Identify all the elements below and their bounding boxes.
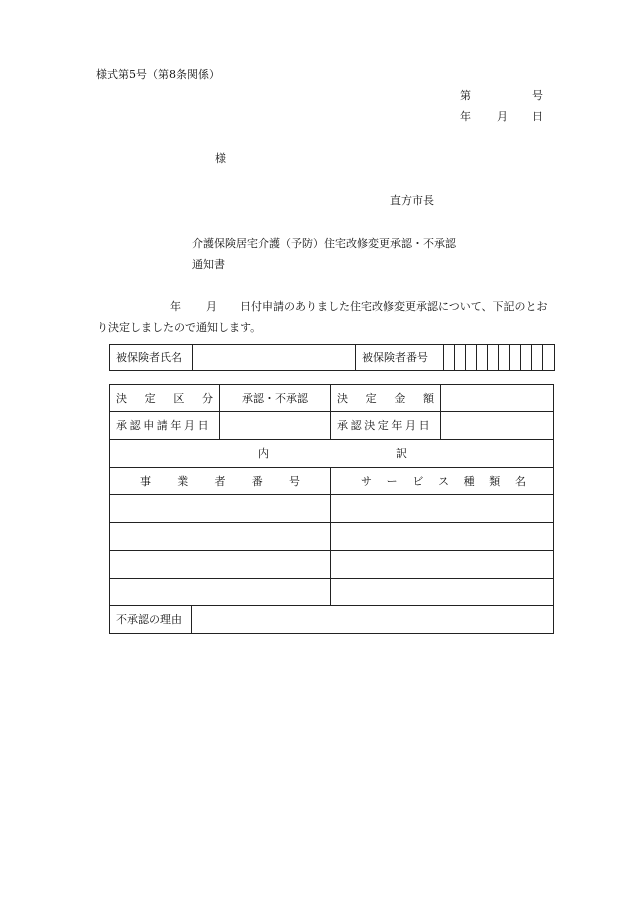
decision-category-char: 分 (201, 391, 213, 405)
breakdown-char: 内 (258, 446, 269, 460)
service-type-char: ス (437, 474, 449, 488)
business-number-char: 号 (289, 474, 300, 488)
form-id: 様式第5号（第8条関係） (96, 68, 220, 81)
insured-table (109, 344, 555, 371)
breakdown-char: 訳 (396, 446, 407, 460)
business-number-header (110, 468, 331, 495)
service-type-char: サ (361, 474, 372, 488)
insured-number-label: 被保険者番号 (356, 345, 444, 371)
service-type-field[interactable] (331, 495, 554, 523)
business-number-field[interactable] (110, 579, 331, 606)
insured-number-digit[interactable] (499, 345, 510, 371)
rejection-reason-table (109, 605, 554, 634)
insured-name-label: 被保険者氏名 (110, 345, 193, 371)
approval-decision-date-label: 承認決定年月日 (331, 412, 441, 440)
body-year: 年 (170, 300, 181, 313)
date-day: 日 (532, 110, 543, 123)
business-number-char: 業 (177, 474, 189, 488)
insured-name-field[interactable] (193, 345, 356, 371)
service-type-header (331, 468, 554, 495)
insured-number-digit[interactable] (455, 345, 466, 371)
service-type-field[interactable] (331, 579, 554, 606)
decision-amount-char: 決 (337, 391, 348, 405)
service-type-char: 種 (463, 474, 475, 488)
service-type-char: 類 (489, 474, 501, 488)
rejection-reason-label: 不承認の理由 (110, 606, 192, 634)
business-number-field[interactable] (110, 495, 331, 523)
business-number-field[interactable] (110, 523, 331, 551)
approval-request-date-field[interactable] (220, 412, 331, 440)
body-line1: 日付申請のありました住宅改修変更承認について、下記のとお (240, 300, 548, 313)
insured-number-digit[interactable] (444, 345, 455, 371)
body-line2: り決定しましたので通知します。 (97, 321, 262, 334)
decision-table (109, 384, 554, 606)
decision-amount-field[interactable] (441, 385, 554, 412)
decision-category-char: 決 (116, 391, 127, 405)
breakdown-header (110, 440, 554, 468)
business-number-field[interactable] (110, 551, 331, 579)
decision-amount-char: 額 (422, 391, 434, 405)
document-title: 介護保険居宅介護（予防）住宅改修変更承認・不承認 (192, 237, 456, 250)
service-type-field[interactable] (331, 523, 554, 551)
number-prefix: 第 (460, 89, 471, 102)
issuer: 直方市長 (390, 194, 434, 207)
decision-category-char: 区 (173, 391, 185, 405)
decision-category-label (110, 385, 220, 412)
decision-amount-char: 定 (365, 391, 377, 405)
date-year: 年 (460, 110, 471, 123)
approval-options[interactable]: 承認・不承認 (220, 385, 331, 412)
business-number-char: 番 (251, 474, 263, 488)
insured-number-digit[interactable] (510, 345, 521, 371)
service-type-field[interactable] (331, 551, 554, 579)
decision-category-char: 定 (144, 391, 156, 405)
number-suffix: 号 (532, 89, 543, 102)
decision-amount-char: 金 (394, 391, 406, 405)
business-number-char: 事 (140, 474, 151, 488)
insured-number-digit[interactable] (488, 345, 499, 371)
document-title-line2: 通知書 (192, 258, 225, 271)
insured-number-digit[interactable] (466, 345, 477, 371)
approval-decision-date-field[interactable] (441, 412, 554, 440)
business-number-char: 者 (214, 474, 226, 488)
insured-number-digit[interactable] (521, 345, 532, 371)
insured-number-digit[interactable] (477, 345, 488, 371)
service-type-char: 名 (514, 474, 526, 488)
approval-request-date-label: 承認申請年月日 (110, 412, 220, 440)
insured-number-digit[interactable] (543, 345, 555, 371)
decision-amount-label (331, 385, 441, 412)
insured-number-digit[interactable] (532, 345, 543, 371)
service-type-char: ー (386, 474, 398, 488)
rejection-reason-field[interactable] (192, 606, 554, 634)
body-month: 月 (206, 300, 217, 313)
date-month: 月 (497, 110, 508, 123)
addressee-suffix: 様 (215, 152, 226, 165)
service-type-char: ビ (412, 474, 424, 488)
